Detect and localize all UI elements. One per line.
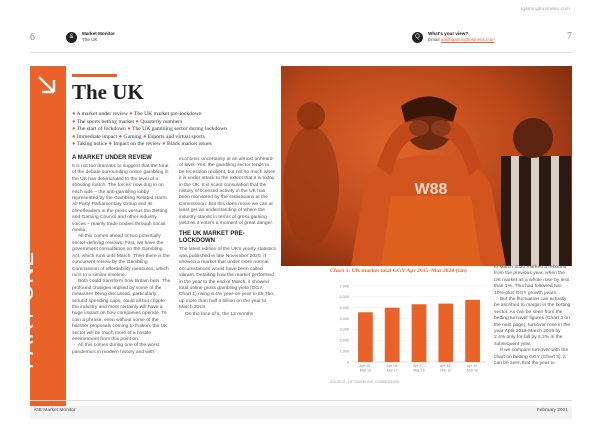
bar — [438, 304, 453, 362]
bullet-icon: ● — [72, 111, 76, 117]
y-tick-label: 0 — [346, 360, 349, 365]
header-divider — [30, 52, 572, 53]
paragraph: If we compare turnover with the chart on betting GGY (Chart 3), it can be seen that the year to — [494, 348, 569, 367]
paragraph: Both could transform how Britain bets. The profound changes implied by some of the measures being discussed, particularly around spending caps, could all but cripple the industry and most certainly will have a huge impact on how companies operate. To coin a phrase, even without some of the harsher proposals coming to fruition, the UK sector will be much more of a hostile environment from this point on. — [72, 279, 171, 342]
bullet-icon: ● — [72, 141, 76, 147]
section-label — [82, 31, 115, 43]
y-tick-label: 7,000 — [339, 284, 349, 289]
x-tick-label: Apr 18- — [439, 364, 452, 368]
bullet-icon: ● — [72, 126, 76, 132]
chart-title: Chart 1: UK market total GGY Apr 2015–Mar 2020 (£m) — [330, 268, 467, 274]
bullet-icon: ● — [118, 133, 123, 140]
bullet-icon: ● — [162, 141, 166, 147]
section-heading: THE UK MARKET PRE-LOCKDOWN — [179, 231, 245, 245]
bullet-item: Quarterly numbers — [140, 118, 183, 125]
y-tick-label: 4,000 — [339, 316, 349, 321]
paragraph: It is not too dramatic to suggest that the tone of the debate surrounding online gambling in the UK has deteriorated to the level of a shouting match. The forces' now dug in on each side – the anti-gambling lobby represented by the Gambling Related Harm All Party Parliamentary Group and its cheerleaders in the press versus the Betting and Gaming Council and other industry voices – mainly trade bodies through social media. — [72, 164, 169, 234]
article-column-2 — [179, 157, 276, 318]
arrow-down-right-icon — [36, 74, 58, 96]
x-tick-label: Mar 20 — [467, 368, 479, 373]
hero-photo — [281, 66, 572, 266]
article-column-1 — [72, 155, 172, 356]
footer-publication: iGB Market Monitor — [34, 408, 76, 413]
chart-source: SOURCE: UK GAMBLING COMMISSION — [330, 380, 400, 384]
paragraph: to March 2020 marked a rebound from the previous year, when the UK market as a whole rose by less than 1%. This had followed two 10%-plus GGY growth years. — [494, 265, 570, 296]
x-tick-label: Mar 19 — [440, 368, 452, 373]
y-tick-label: 6,000 — [339, 295, 349, 300]
part-sidebar — [13, 66, 66, 411]
header-right — [412, 31, 495, 43]
svg-text:W88: W88 — [414, 181, 448, 198]
part-label: PART ONE — [13, 250, 38, 369]
paragraph: All this comes ahead of two potentially sector-defining reviews. First, we have the government consultation on the Gambling Act, which runs until March. Then there is the concurrent review by the Gambling Commission of affordability measures, which runs to a similar timeline. — [72, 234, 170, 278]
bar — [385, 308, 400, 362]
topic-bullets — [72, 111, 287, 149]
bullet-item: Esports and virtual sports — [147, 133, 205, 140]
publication-name: Market Monitor — [82, 31, 115, 36]
page-number-right: 7 — [567, 31, 572, 42]
page-number-left: 6 — [30, 31, 35, 43]
paragraph: All this comes during one of the worst pandemics in modern history and with — [72, 343, 160, 355]
igb-logo-icon: & — [66, 32, 77, 43]
header-left — [30, 31, 115, 43]
bar — [465, 300, 480, 362]
section-name: The UK — [82, 37, 98, 42]
paragraph: The latest edition of the UK's yearly statistics was published in late November 2020. It showed a market that under more normal circumstances would have been called vibrant. Detailing how the market performed in the year to the end of March, it showed total online gross gambling yield (GGY, Chart 1) rising 6.4% year-on-year to £5.7bn, up more than half a billion on the year to March 2019. — [179, 247, 276, 311]
chart-plot — [330, 282, 490, 378]
bullet-item: Gaming — [123, 133, 142, 140]
y-tick-label: 1,000 — [339, 349, 349, 354]
bar — [412, 304, 427, 362]
bullet-item: The sports betting market — [76, 118, 135, 125]
x-tick-label: Apr 15- — [359, 364, 372, 368]
bullet-item: Impact on the review — [113, 141, 161, 147]
section-heading: A MARKET UNDER REVIEW — [72, 155, 152, 161]
email-link[interactable]: aa@igamingbusiness.com — [440, 37, 495, 42]
x-tick-label: Mar 18 — [413, 368, 425, 373]
y-tick-label: 5,000 — [339, 306, 349, 311]
x-tick-label: Apr 19- — [466, 364, 479, 368]
bullet-icon: ● — [108, 141, 113, 147]
page-title: The UK — [72, 80, 144, 104]
paragraph: economic uncertainty at an almost unheard-of level. Yes, the gambling sector tends to be recession resilient, but not so much when it is under attack to the extent that it is today in the UK. It is scant consolation that the history of licensed activity in the UK has been monitored by the statisticians at the Commission. But this does mean we can at least get an understanding of where the industry stands in terms of gross gaming yield as it enters a moment of great danger. — [179, 157, 276, 227]
feedback-block — [428, 31, 495, 43]
bullet-item: Immediate impact — [76, 133, 118, 140]
bullet-icon: ● — [142, 133, 147, 140]
speech-bubble-icon: Q — [412, 32, 423, 43]
y-tick-label: 2,000 — [339, 338, 349, 343]
bullet-item: Black market issues — [167, 141, 212, 147]
x-tick-label: Apr 17- — [413, 364, 425, 368]
bullet-icon: ● — [72, 118, 76, 125]
title-accent-bar — [72, 74, 117, 77]
bullet-icon: ● — [129, 111, 133, 117]
bullet-item: The start of lockdown — [76, 126, 126, 132]
bullet-icon: ● — [127, 126, 131, 132]
bullet-item: A market under review — [76, 111, 128, 117]
footballer-photo-image — [281, 66, 572, 266]
email-prefix: Email — [428, 37, 441, 42]
bullet-item: The UK market pre-lockdown — [134, 111, 202, 117]
x-tick-label: Mar 17 — [386, 368, 398, 373]
bullet-icon: ● — [72, 133, 76, 140]
x-tick-label: Mar 16 — [359, 368, 371, 373]
y-tick-label: 3,000 — [339, 327, 349, 332]
footer-divider — [30, 400, 572, 401]
footer-bar — [30, 406, 572, 419]
article-column-3 — [494, 265, 573, 368]
bar — [358, 312, 373, 362]
bullet-icon: ● — [135, 118, 139, 125]
paragraph: On the face of it, the 12 months — [185, 311, 254, 317]
bullet-item: Taking notice — [76, 141, 108, 147]
paragraph: But the fluctuation can actually be ascribed to margin in the betting sector. As can be seen from the betting turnover figures (Chart 2 on the next page), turnover rose in the year April 2018-March 2019 by 2.4% only for fall by 4.2% in the subsequent year. — [494, 297, 571, 347]
chart-1 — [330, 268, 490, 390]
x-tick-label: Apr 16- — [386, 364, 399, 368]
feedback-heading: What's your view? — [428, 31, 469, 36]
bullet-item: The UK gambling sector during lockdown — [132, 126, 227, 132]
footer-date: February 2021 — [536, 408, 568, 413]
site-url: igamingbusiness.com — [521, 6, 570, 11]
